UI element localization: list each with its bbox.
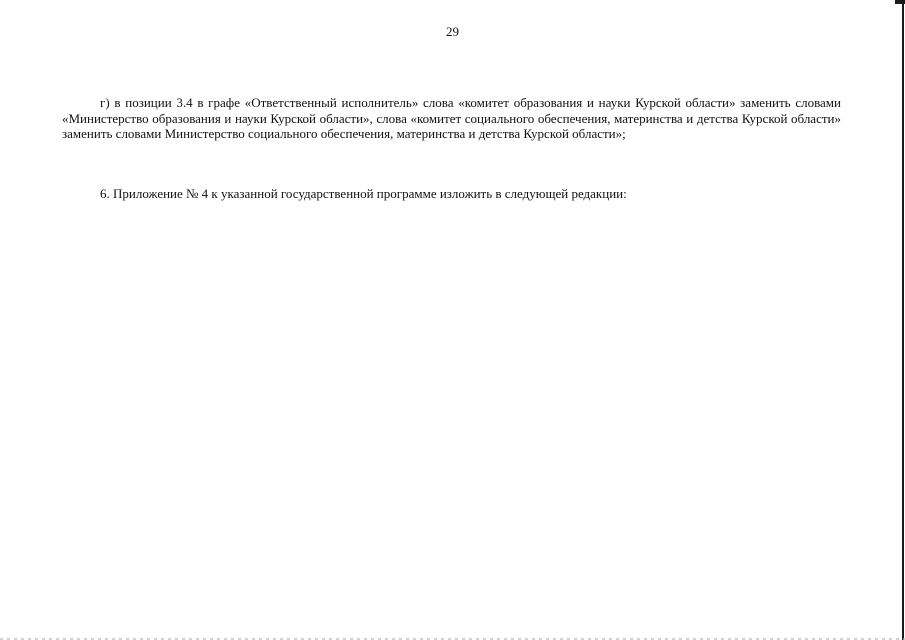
paragraph-position-3-4: г) в позиции 3.4 в графе «Ответственный исполнитель» слова «комитет образования и науки Курской области» заменить словами «Министерство образования и науки Курской области», слова «комитет социального обеспечения, материнства и детства Курской области» заменить словами Министерство социального обеспечения, материнства и детства Курской области»; (62, 95, 841, 141)
paragraph-appendix-4: 6. Приложение № 4 к указанной государственной программе изложить в следующей редакции: (100, 186, 627, 201)
scan-edge-corner (895, 0, 905, 4)
page-number: 29 (446, 24, 459, 39)
scan-edge-right (902, 0, 904, 640)
